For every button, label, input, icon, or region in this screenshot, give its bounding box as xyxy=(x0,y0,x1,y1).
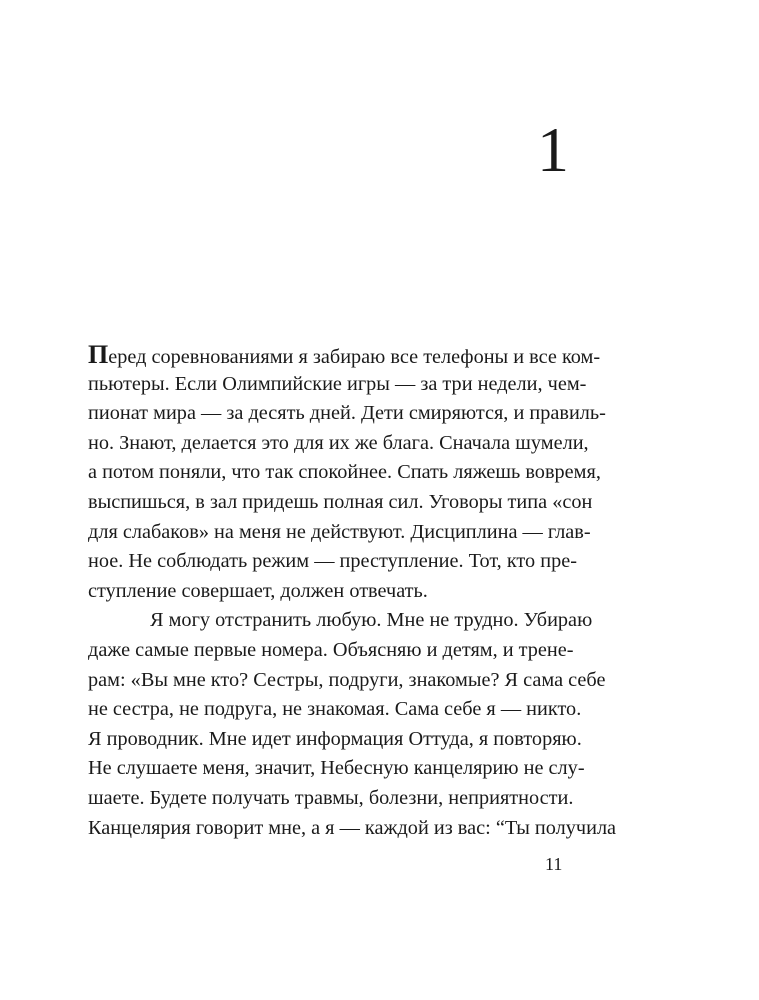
text-line: не сестра, не подруга, не знакомая. Сама себе я — никто. xyxy=(88,698,582,721)
text-line: шаете. Будете получать травмы, болезни, неприятности. xyxy=(88,786,574,809)
text-line: даже самые первые номера. Объясняю и детям, и трене- xyxy=(88,638,574,661)
text-line: ступление совершает, должен отвечать. xyxy=(88,579,428,602)
text-line xyxy=(88,340,601,370)
text-line: Я могу отстранить любую. Мне не трудно. Убираю xyxy=(150,609,593,632)
drop-cap: П xyxy=(88,340,109,369)
body-text xyxy=(88,340,617,843)
text-line: Канцелярия говорит мне, а я — каждой из вас: “Ты получила xyxy=(88,816,617,839)
text-line-rest: еред соревнованиями я забираю все телефоны и все ком- xyxy=(108,346,601,368)
page-number: 11 xyxy=(545,854,563,874)
text-line: выспишься, в зал придешь полная сил. Уговоры типа «сон xyxy=(88,490,593,513)
text-line: пионат мира — за десять дней. Дети смиряются, и правиль- xyxy=(88,402,606,425)
text-line: пьютеры. Если Олимпийские игры — за три недели, чем- xyxy=(88,372,587,395)
text-line: но. Знают, делается это для их же блага. Сначала шумели, xyxy=(88,431,589,454)
chapter-number: 1 xyxy=(537,114,569,185)
text-line: ное. Не соблюдать режим — преступление. Тот, кто пре- xyxy=(88,550,577,573)
text-line: рам: «Вы мне кто? Сестры, подруги, знакомые? Я сама себе xyxy=(88,668,606,691)
text-line: а потом поняли, что так спокойнее. Спать ляжешь вовремя, xyxy=(88,461,601,484)
text-line: Я проводник. Мне идет информация Оттуда, я повторяю. xyxy=(88,727,582,750)
text-line: Не слушаете меня, значит, Небесную канцелярию не слу- xyxy=(88,757,585,780)
text-line: для слабаков» на меня не действуют. Дисциплина — глав- xyxy=(88,520,591,543)
